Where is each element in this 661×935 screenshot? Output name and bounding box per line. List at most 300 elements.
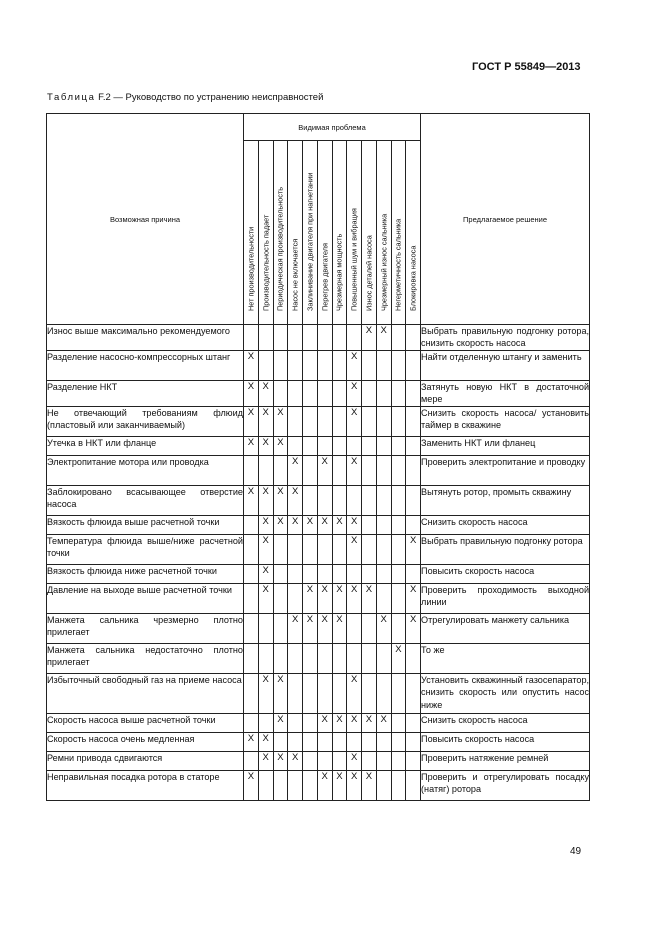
mark-cell [303, 486, 318, 516]
mark-cell [303, 565, 318, 584]
table-row [47, 456, 590, 486]
mark-cell [303, 535, 318, 565]
mark-cell [362, 614, 377, 644]
solution-header: Предлагаемое решение [421, 114, 590, 325]
mark-cell [273, 381, 288, 407]
mark-cell: X [303, 584, 318, 614]
mark-cell [258, 325, 273, 351]
problem-column-header [362, 141, 377, 325]
mark-cell [273, 351, 288, 381]
table-row [47, 381, 590, 407]
mark-cell [362, 644, 377, 674]
mark-cell [288, 351, 303, 381]
mark-cell [391, 325, 406, 351]
table-row [47, 614, 590, 644]
mark-cell [406, 407, 421, 437]
problem-label: Износ деталей насоса [364, 234, 374, 311]
mark-cell [391, 535, 406, 565]
mark-cell: X [347, 752, 362, 771]
solution-cell: Повысить скорость насоса [421, 733, 590, 752]
mark-cell [376, 407, 391, 437]
cause-cell: Скорость насоса очень медленная [47, 733, 244, 752]
mark-cell: X [258, 407, 273, 437]
mark-cell [362, 351, 377, 381]
document-code: ГОСТ Р 55849—2013 [472, 61, 581, 73]
mark-cell [347, 614, 362, 644]
mark-cell [391, 584, 406, 614]
mark-cell: X [244, 407, 259, 437]
mark-cell [273, 733, 288, 752]
table-row [47, 752, 590, 771]
mark-cell [391, 486, 406, 516]
mark-cell [391, 614, 406, 644]
mark-cell [258, 771, 273, 801]
mark-cell [258, 351, 273, 381]
problem-label: Повышенный шум и вибрация [349, 207, 359, 311]
mark-cell: X [273, 437, 288, 456]
mark-cell: X [288, 456, 303, 486]
problem-header: Видимая проблема [244, 114, 421, 141]
mark-cell [244, 516, 259, 535]
cause-cell: Ремни привода сдвигаются [47, 752, 244, 771]
table-body [47, 325, 590, 801]
problem-column-header [391, 141, 406, 325]
cause-cell: Манжета сальника недостаточно плотно прилегает [47, 644, 244, 674]
mark-cell [273, 565, 288, 584]
mark-cell [362, 535, 377, 565]
mark-cell: X [332, 516, 347, 535]
mark-cell [362, 733, 377, 752]
mark-cell [273, 644, 288, 674]
mark-cell [273, 614, 288, 644]
mark-cell: X [347, 381, 362, 407]
mark-cell [376, 516, 391, 535]
mark-cell [244, 584, 259, 614]
mark-cell: X [258, 565, 273, 584]
mark-cell [258, 456, 273, 486]
mark-cell [288, 381, 303, 407]
mark-cell [362, 456, 377, 486]
mark-cell [391, 733, 406, 752]
mark-cell: X [347, 407, 362, 437]
table-row [47, 437, 590, 456]
mark-cell: X [244, 351, 259, 381]
mark-cell [244, 614, 259, 644]
mark-cell: X [362, 771, 377, 801]
mark-cell [347, 733, 362, 752]
solution-cell: Отрегулировать манжету сальника [421, 614, 590, 644]
mark-cell: X [258, 674, 273, 714]
cause-cell: Неправильная посадка ротора в статоре [47, 771, 244, 801]
cause-cell: Разделение насосно-компрессорных штанг [47, 351, 244, 381]
mark-cell [362, 407, 377, 437]
mark-cell: X [273, 407, 288, 437]
mark-cell [244, 714, 259, 733]
mark-cell [391, 516, 406, 535]
table-row [47, 584, 590, 614]
mark-cell [376, 437, 391, 456]
mark-cell [273, 456, 288, 486]
mark-cell [273, 771, 288, 801]
mark-cell [303, 752, 318, 771]
cause-header: Возможная причина [47, 114, 244, 325]
mark-cell: X [376, 614, 391, 644]
problem-label: Блокировка насоса [408, 245, 418, 311]
problem-label: Нет производительности [246, 226, 256, 311]
mark-cell [332, 674, 347, 714]
problem-column-header [332, 141, 347, 325]
mark-cell [406, 771, 421, 801]
troubleshooting-table [46, 113, 590, 801]
mark-cell [406, 733, 421, 752]
mark-cell [288, 714, 303, 733]
mark-cell: X [244, 771, 259, 801]
mark-cell: X [347, 771, 362, 801]
mark-cell [332, 535, 347, 565]
mark-cell: X [258, 584, 273, 614]
mark-cell [332, 381, 347, 407]
mark-cell [347, 325, 362, 351]
mark-cell: X [288, 614, 303, 644]
mark-cell [303, 381, 318, 407]
mark-cell [303, 351, 318, 381]
table-row [47, 644, 590, 674]
mark-cell [362, 565, 377, 584]
cause-cell: Не отвечающий требованиям флюид (пластовый или заканчиваемый) [47, 407, 244, 437]
cause-cell: Заблокировано всасывающее отверстие насоса [47, 486, 244, 516]
mark-cell: X [332, 584, 347, 614]
problem-label: Чрезмерная мощность [334, 233, 344, 311]
mark-cell: X [288, 516, 303, 535]
mark-cell [362, 516, 377, 535]
mark-cell: X [376, 714, 391, 733]
mark-cell [288, 437, 303, 456]
mark-cell [332, 752, 347, 771]
mark-cell [273, 325, 288, 351]
solution-cell: Выбрать правильную подгонку ротора, снизить скорость насоса [421, 325, 590, 351]
mark-cell [317, 486, 332, 516]
mark-cell [406, 486, 421, 516]
mark-cell [406, 714, 421, 733]
solution-cell: Затянуть новую НКТ в достаточной мере [421, 381, 590, 407]
mark-cell: X [332, 614, 347, 644]
problem-label: Периодическая производительность [275, 186, 285, 311]
mark-cell [244, 674, 259, 714]
mark-cell [258, 614, 273, 644]
mark-cell: X [347, 351, 362, 381]
problem-label: Негерметичность сальника [393, 218, 403, 311]
mark-cell [288, 565, 303, 584]
mark-cell [406, 437, 421, 456]
mark-cell [288, 733, 303, 752]
mark-cell: X [244, 733, 259, 752]
mark-cell [376, 351, 391, 381]
mark-cell [332, 351, 347, 381]
mark-cell: X [406, 535, 421, 565]
mark-cell [303, 714, 318, 733]
mark-cell [288, 535, 303, 565]
mark-cell [376, 535, 391, 565]
caption-label: Таблица [47, 92, 96, 103]
mark-cell [332, 407, 347, 437]
table-row [47, 486, 590, 516]
solution-cell: Снизить скорость насоса [421, 516, 590, 535]
cause-cell: Вязкость флюида ниже расчетной точки [47, 565, 244, 584]
mark-cell: X [273, 674, 288, 714]
table-row [47, 771, 590, 801]
problem-label: Перегрев двигателя [319, 242, 329, 311]
problem-column-header [347, 141, 362, 325]
mark-cell [391, 351, 406, 381]
mark-cell [406, 644, 421, 674]
solution-cell: Проверить натяжение ремней [421, 752, 590, 771]
mark-cell [332, 733, 347, 752]
mark-cell [332, 644, 347, 674]
mark-cell: X [258, 381, 273, 407]
table-row [47, 733, 590, 752]
mark-cell: X [347, 535, 362, 565]
mark-cell: X [288, 486, 303, 516]
mark-cell: X [317, 516, 332, 535]
problem-column-header [273, 141, 288, 325]
problem-column-header [317, 141, 332, 325]
solution-cell: Проверить электропитание и проводку [421, 456, 590, 486]
mark-cell: X [273, 752, 288, 771]
mark-cell [376, 674, 391, 714]
cause-cell: Электропитание мотора или проводка [47, 456, 244, 486]
mark-cell: X [273, 714, 288, 733]
mark-cell [317, 565, 332, 584]
mark-cell [391, 674, 406, 714]
mark-cell [332, 456, 347, 486]
mark-cell [317, 325, 332, 351]
mark-cell: X [391, 644, 406, 674]
mark-cell: X [362, 325, 377, 351]
mark-cell [303, 437, 318, 456]
mark-cell: X [406, 584, 421, 614]
mark-cell: X [303, 614, 318, 644]
mark-cell [362, 381, 377, 407]
mark-cell [288, 644, 303, 674]
cause-cell: Вязкость флюида выше расчетной точки [47, 516, 244, 535]
table-row [47, 674, 590, 714]
mark-cell [288, 407, 303, 437]
cause-cell: Утечка в НКТ или фланце [47, 437, 244, 456]
problem-label: Производительность падает [260, 214, 270, 311]
mark-cell [332, 565, 347, 584]
mark-cell [376, 752, 391, 771]
mark-cell: X [273, 486, 288, 516]
mark-cell [406, 381, 421, 407]
mark-cell [288, 325, 303, 351]
solution-cell: Проверить проходимость выходной линии [421, 584, 590, 614]
mark-cell [244, 565, 259, 584]
cause-cell: Давление на выходе выше расчетной точки [47, 584, 244, 614]
mark-cell: X [332, 714, 347, 733]
mark-cell [376, 584, 391, 614]
mark-cell [376, 644, 391, 674]
mark-cell [317, 674, 332, 714]
solution-cell: То же [421, 644, 590, 674]
mark-cell [362, 752, 377, 771]
mark-cell [317, 381, 332, 407]
mark-cell [362, 674, 377, 714]
mark-cell [391, 565, 406, 584]
problem-label: Чрезмерный износ сальника [378, 213, 388, 311]
solution-cell: Заменить НКТ или фланец [421, 437, 590, 456]
mark-cell [376, 733, 391, 752]
mark-cell [376, 381, 391, 407]
problem-column-header [376, 141, 391, 325]
table-row [47, 714, 590, 733]
mark-cell [317, 351, 332, 381]
mark-cell: X [347, 584, 362, 614]
solution-cell: Выбрать правильную подгонку ротора [421, 535, 590, 565]
mark-cell [391, 714, 406, 733]
mark-cell [376, 771, 391, 801]
problem-label: Заклинивание двигателя при нагнетании [305, 172, 315, 311]
mark-cell [244, 456, 259, 486]
mark-cell: X [258, 516, 273, 535]
mark-cell [391, 437, 406, 456]
mark-cell: X [347, 516, 362, 535]
mark-cell [288, 674, 303, 714]
mark-cell [244, 644, 259, 674]
solution-cell: Снизить скорость насоса/ установить таймер в скважине [421, 407, 590, 437]
table-row [47, 351, 590, 381]
mark-cell: X [347, 456, 362, 486]
mark-cell [362, 437, 377, 456]
mark-cell [347, 644, 362, 674]
mark-cell [332, 486, 347, 516]
mark-cell [347, 437, 362, 456]
mark-cell [406, 752, 421, 771]
mark-cell [391, 752, 406, 771]
mark-cell: X [258, 733, 273, 752]
mark-cell [317, 752, 332, 771]
mark-cell: X [273, 516, 288, 535]
cause-cell: Износ выше максимально рекомендуемого [47, 325, 244, 351]
mark-cell [376, 456, 391, 486]
mark-cell: X [258, 486, 273, 516]
cause-cell: Разделение НКТ [47, 381, 244, 407]
table-row [47, 325, 590, 351]
mark-cell [376, 486, 391, 516]
mark-cell [273, 584, 288, 614]
mark-cell: X [244, 486, 259, 516]
mark-cell [406, 325, 421, 351]
mark-cell: X [288, 752, 303, 771]
mark-cell [391, 456, 406, 486]
mark-cell [244, 325, 259, 351]
mark-cell [406, 456, 421, 486]
problem-column-header [303, 141, 318, 325]
mark-cell: X [347, 674, 362, 714]
solution-cell: Проверить и отрегулировать посадку (натяг) ротора [421, 771, 590, 801]
mark-cell: X [406, 614, 421, 644]
mark-cell [303, 325, 318, 351]
solution-cell: Вытянуть ротор, промыть скважину [421, 486, 590, 516]
mark-cell [317, 437, 332, 456]
mark-cell [258, 644, 273, 674]
mark-cell [303, 771, 318, 801]
mark-cell: X [317, 771, 332, 801]
table-row [47, 407, 590, 437]
mark-cell: X [362, 714, 377, 733]
mark-cell: X [258, 437, 273, 456]
mark-cell [332, 437, 347, 456]
cause-cell: Скорость насоса выше расчетной точки [47, 714, 244, 733]
solution-cell: Найти отделенную штангу и заменить [421, 351, 590, 381]
mark-cell [406, 674, 421, 714]
mark-cell: X [244, 437, 259, 456]
table-row [47, 516, 590, 535]
table-row [47, 565, 590, 584]
mark-cell [244, 535, 259, 565]
mark-cell [288, 771, 303, 801]
mark-cell [303, 644, 318, 674]
problem-column-header [406, 141, 421, 325]
mark-cell [376, 565, 391, 584]
mark-cell [317, 644, 332, 674]
mark-cell [362, 486, 377, 516]
mark-cell [332, 325, 347, 351]
table-row [47, 535, 590, 565]
mark-cell: X [258, 752, 273, 771]
mark-cell [391, 771, 406, 801]
mark-cell [303, 407, 318, 437]
solution-cell: Установить скважинный газосепаратор, снизить скорость или опустить насос ниже [421, 674, 590, 714]
problem-label: Насос не включается [290, 238, 300, 311]
problem-column-header [244, 141, 259, 325]
caption-text: — Руководство по устранению неисправностей [110, 92, 324, 103]
mark-cell [406, 565, 421, 584]
mark-cell: X [244, 381, 259, 407]
mark-cell: X [376, 325, 391, 351]
mark-cell [391, 407, 406, 437]
cause-cell: Избыточный свободный газ на приеме насоса [47, 674, 244, 714]
mark-cell [258, 714, 273, 733]
mark-cell [406, 516, 421, 535]
solution-cell: Снизить скорость насоса [421, 714, 590, 733]
mark-cell [273, 535, 288, 565]
mark-cell [391, 381, 406, 407]
mark-cell [347, 565, 362, 584]
problem-column-header [258, 141, 273, 325]
mark-cell [303, 456, 318, 486]
mark-cell: X [303, 516, 318, 535]
problem-column-header [288, 141, 303, 325]
mark-cell [303, 674, 318, 714]
mark-cell [244, 752, 259, 771]
mark-cell [347, 486, 362, 516]
mark-cell: X [332, 771, 347, 801]
mark-cell [288, 584, 303, 614]
caption-number: F.2 [95, 92, 111, 103]
mark-cell [317, 535, 332, 565]
mark-cell [406, 351, 421, 381]
mark-cell [303, 733, 318, 752]
mark-cell: X [258, 535, 273, 565]
mark-cell [317, 407, 332, 437]
mark-cell: X [347, 714, 362, 733]
mark-cell: X [362, 584, 377, 614]
cause-cell: Температура флюида выше/ниже расчетной точки [47, 535, 244, 565]
mark-cell: X [317, 456, 332, 486]
mark-cell: X [317, 614, 332, 644]
mark-cell: X [317, 584, 332, 614]
page-number: 49 [570, 846, 582, 857]
